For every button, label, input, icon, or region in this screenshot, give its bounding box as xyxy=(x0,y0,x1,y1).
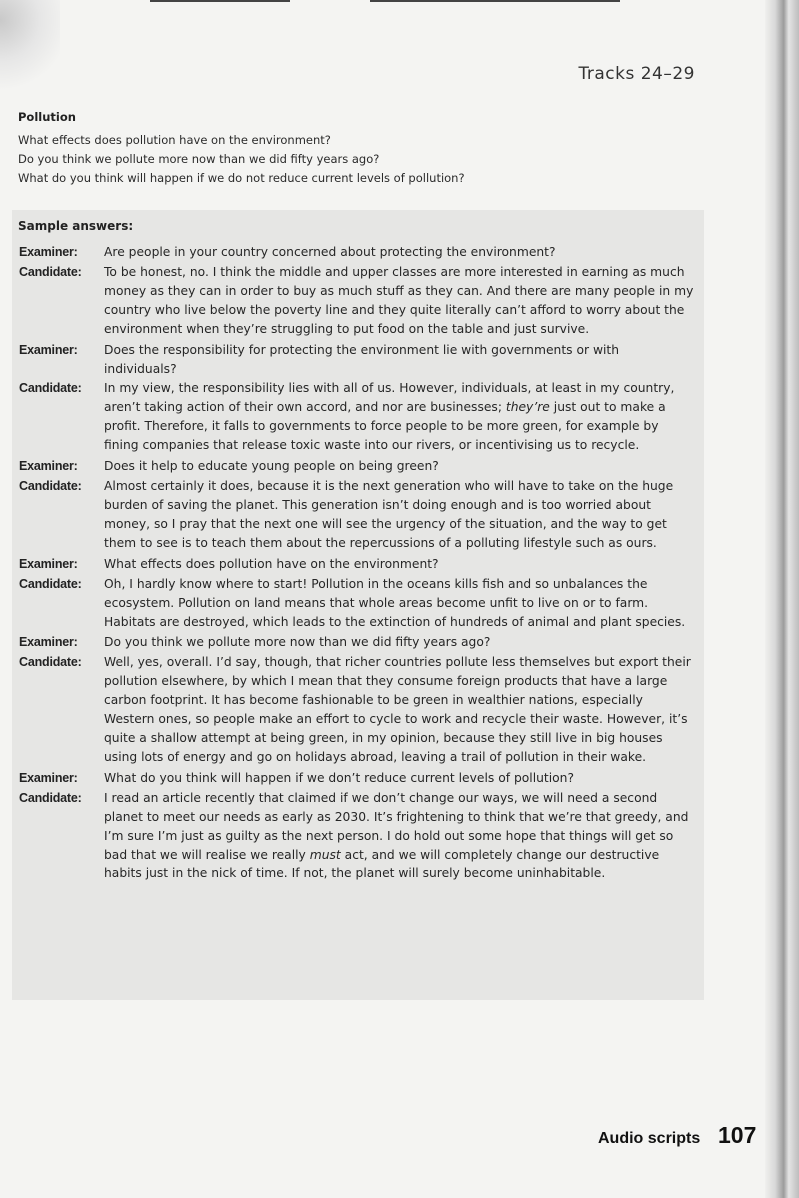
dialogue-entry xyxy=(0,457,700,476)
page-number: 107 xyxy=(718,1122,757,1148)
speaker-label: Candidate: xyxy=(19,381,82,396)
topic-title: Pollution xyxy=(18,110,76,124)
speech-text xyxy=(104,555,694,574)
speech-segment: To be honest, no. I think the middle and upper classes are more interested in earning as much money as they can in order to buy as much stuff as they can. And there are many people in my country who live below the poverty line and they quite literally can’t afford to worry about the environment when they’re struggling to put food on the table and just survive. xyxy=(104,265,694,336)
speech-text xyxy=(104,243,694,262)
speech-segment: Are people in your country concerned about protecting the environment? xyxy=(104,245,556,259)
topic-questions xyxy=(18,131,578,188)
speaker-label: Candidate: xyxy=(19,655,82,670)
topic-question: Do you think we pollute more now than we did fifty years ago? xyxy=(18,152,380,166)
speech-text xyxy=(104,633,694,652)
emphasis-text: must xyxy=(309,847,341,862)
speech-segment: Does the responsibility for protecting the environment lie with governments or with individuals? xyxy=(104,342,620,376)
speech-segment: What do you think will happen if we don’t reduce current levels of pollution? xyxy=(104,770,574,785)
speaker-label: Examiner: xyxy=(19,245,78,259)
dialogue-entry xyxy=(0,263,700,339)
speaker-label: Candidate: xyxy=(19,265,82,279)
dialogue-entry xyxy=(0,555,700,574)
speech-text xyxy=(104,789,694,884)
topic-question: What do you think will happen if we do not reduce current levels of pollution? xyxy=(18,171,465,185)
dialogue-entry xyxy=(0,477,700,553)
speech-segment: Oh, I hardly know where to start! Pollution in the oceans kills fish and so unbalances the ecosystem. Pollution on land means that whole areas become unfit to live on or to farm. Habitats are destroyed, which leads to the extinction of hundreds of animal and plant species. xyxy=(104,576,686,629)
top-rule xyxy=(150,0,290,2)
speech-segment: Do you think we pollute more now than we did fifty years ago? xyxy=(104,635,491,650)
speech-segment: I read an article recently that claimed if we don’t change our ways, we will need a second planet to meet our needs as early as 2030. It’s frightening to think that we’re that greedy, and I’m sure I’m just as guilty as the next person. I do hold out some hope that things will get so bad that we will realise we really xyxy=(104,790,689,862)
speech-text xyxy=(104,769,694,788)
topic-question: What effects does pollution have on the environment? xyxy=(18,133,331,147)
emphasis-text: they’re xyxy=(505,400,550,415)
dialogue-entry xyxy=(0,769,700,788)
speech-text xyxy=(104,457,694,476)
tracks-heading: Tracks 24–29 xyxy=(578,64,695,84)
speech-segment: Almost certainly it does, because it is the next generation who will have to take on the huge burden of saving the planet. This generation isn’t doing enough and is too worried about money, so I pray that the next one will see the urgency of the situation, and the way to get them to see is to teach them about the repercussions of a polluting lifestyle such as ours. xyxy=(104,479,674,550)
speaker-label: Examiner: xyxy=(19,635,78,650)
dialogue xyxy=(0,243,700,884)
speaker-label: Examiner: xyxy=(19,342,78,357)
speech-segment: What effects does pollution have on the environment? xyxy=(104,556,439,571)
speech-segment: Does it help to educate young people on being green? xyxy=(104,459,439,474)
dialogue-entry xyxy=(0,633,700,652)
speech-segment: Well, yes, overall. I’d say, though, that richer countries pollute less themselves but export their pollution elsewhere, by which I mean that they consume foreign products that have a large carbon footprint. It has become fashionable to be green in wealthier nations, especially Western ones, so people make an effort to cycle to work and recycle their waste. However, it’s quite a shallow attempt at being green, in my opinion, because they still live in big houses using lots of energy and go on holidays abroad, leaving a trail of pollution in their wake. xyxy=(104,655,691,764)
page-edge xyxy=(765,0,799,1198)
dialogue-entry xyxy=(0,379,700,455)
dialogue-entry xyxy=(0,341,700,379)
dialogue-entry xyxy=(0,243,700,262)
speech-text xyxy=(104,575,694,632)
speaker-label: Examiner: xyxy=(19,770,78,785)
speech-text xyxy=(104,341,694,379)
speech-text xyxy=(104,653,694,766)
top-rule xyxy=(370,0,620,2)
dialogue-entry xyxy=(0,653,700,766)
speech-segment: In my view, the responsibility lies with all of us. However, individuals, at least in my country, aren’t taking action of their own accord, and nor are businesses; xyxy=(104,381,675,415)
speech-text xyxy=(104,379,694,455)
speech-segment: just out to make a profit. Therefore, it falls to governments to force people to be more green, for example by fining companies that release toxic waste into our rivers, or incentivising us to recycle. xyxy=(104,400,666,453)
dialogue-entry xyxy=(0,789,700,884)
dialogue-entry xyxy=(0,575,700,632)
page-corner-shadow xyxy=(0,0,60,90)
speech-segment: act, and we will completely change our destructive habits just in the nick of time. If not, the planet will surely become uninhabitable. xyxy=(104,847,660,881)
footer-section-label: Audio scripts xyxy=(598,1130,701,1147)
sample-answers-heading: Sample answers: xyxy=(18,219,134,233)
speech-text xyxy=(104,263,694,339)
speaker-label: Examiner: xyxy=(19,556,78,571)
speaker-label: Candidate: xyxy=(19,479,82,494)
speech-text xyxy=(104,477,694,553)
speaker-label: Candidate: xyxy=(19,790,82,805)
speaker-label: Candidate: xyxy=(19,576,82,591)
speaker-label: Examiner: xyxy=(19,459,78,474)
